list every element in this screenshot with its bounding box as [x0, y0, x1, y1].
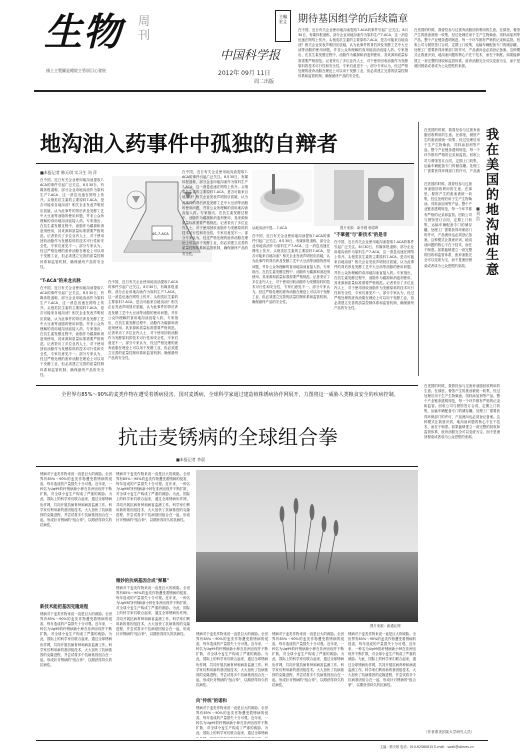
second-subhead-2: 微妙的抗病基因合成"弹幕" — [116, 579, 169, 584]
side-column-author: ■刘浩 — [476, 206, 480, 221]
main-headline: 地沟油入药事件中孤独的自辩者 — [40, 131, 339, 156]
masthead — [34, 6, 520, 90]
masthead-subtitle: 國土主製圖是總院主管項目心發展 — [46, 68, 106, 73]
newspaper-logo: 中国科学报 — [220, 48, 281, 62]
main-col-3: 在中国，近日有关企业使用地沟油提取7-ACA的事件引起广泛关注。8月30日，有媒体报道称，部分企业用地沟油作为原料生产7-ACA，这一消息迅速在网络上传开。头孢类抗生素的主要原料7-ACA，是否可能来自地沟油？相关企业发表声明回应质疑，认为此事件的背后涉及发酵工艺中大豆油等油脂的使用问题，并非公众所理解的食用地沟油直接入药。专家指出，在抗生素发酵过程中，油脂作为碳源和消泡剂使用，其来源和质量标准需要严格规范。记者采访了多位业内人士，对于使用回收油脂作为发酵原料的技术可行性和安全性，专家们意见不一。部分专家认为，经过严格处理的废弃油脂在理论上可以用于发酵工业，但必须建立完善的质量控制体系和监管机制，确保最终产品的安全性。 — [182, 170, 248, 256]
second-col-3: 锈病对于麦类作物来说一直是巨大的威胁。全世界有85%～90%的麦类作物遭受着锈病的侵害，每年造成的产量损失十分可观。近年来，一种名为Ug99的秆锈病新小种在非洲出现并不断扩散，对全球小麦生产构成了严重的威胁。为此，国际上的科学家们联合起来，通过全球锈病协作网，共同开展抗病育种和病害监测工作。科学家们利用新的基因组技术，大大加快了抗病基因的克隆进程，并尝试将多个抗病基因组合在一起，形成针对锈病的"组合拳"，以期获得持久的抗病性。 — [196, 632, 268, 687]
diagram-label: 4S-7-ACA — [152, 232, 169, 236]
second-subhead-1: 新技术能把基因克隆进程 — [40, 605, 89, 610]
top-story-body-right: 在美国的时候，我曾经参与过废弃油脂回收利用的生意。在那里，餐馆产生的废油被统一收集，经过处理后用于生产生物柴油、饲料添加剂等产品。整个产业链条透明规范，每一个环节都有严格的记录和监管。回收公司与餐馆签订合同，定期上门收集，运输车辆配备专门的储存罐。处理工厂需要获得环保部门的许可，产品流向也必须登记备案。这种模式让我意识到，地沟油问题的核心不在于技术，而在于制度。如果能够建立一套完整的回收和监管体系，废弃油脂完全可以变废为宝，而不是流回餐桌或者成为公众恐慌的来源。 — [414, 28, 520, 68]
top-story-headline: 期待基因组学的后续篇章 — [298, 14, 408, 25]
main-col-1: 在中国，近日有关企业使用地沟油提取7-ACA的事件引起广泛关注。8月30日，有媒体报道称，部分企业用地沟油作为原料生产7-ACA，这一消息迅速在网络上传开。头孢类抗生素的主要原料7-ACA，是否可能来自地沟油？相关企业发表声明回应质疑，认为此事件的背后涉及发酵工艺中大豆油等油脂的使用问题，并非公众所理解的食用地沟油直接入药。专家指出，在抗生素发酵过程中，油脂作为碳源和消泡剂使用，其来源和质量标准需要严格规范。记者采访了多位业内人士，对于使用回收油脂作为发酵原料的技术可行性和安全性，专家们意见不一。部分专家认为，经过严格处理的废弃油脂在理论上可以用于发酵工业，但必须建立完善的质量控制体系和监管机制，确保最终产品的安全性。 — [40, 178, 104, 269]
side-column-text-a: 在美国的时候，我曾经参与过废弃油脂回收利用的生意。在那里，餐馆产生的废油被统一收集，经过处理后用于生产生物柴油、饲料添加剂等产品。整个产业链条透明规范，每一个环节都有严格的记录和监管。回收公司与餐馆签订合同，定期上门收集，运输车辆配备专门的储存罐。处理工厂需要获得环保部门的许可，产品流 — [424, 128, 480, 173]
issue-date: 2012年 09月 11日 — [218, 70, 271, 77]
second-headline: 抗击麦锈病的全球组合拳 — [118, 425, 338, 449]
masthead-rule — [34, 90, 486, 92]
wheat-photo — [196, 470, 418, 622]
oil-photo-2 — [314, 164, 414, 226]
side-column-signoff: （作者系美国某大学研究人员） — [424, 730, 475, 734]
second-kicker: 全世界有85%～90%的麦类作物在遭受着锈病侵害。国对麦锈病，全球科学家通过建造植株锈病协作网展开，力图将这一威胁人类粮食安全的疾病控制。 — [61, 392, 399, 398]
second-col-2b: 锈病对于麦类作物来说一直是巨大的威胁。全世界有85%～90%的麦类作物遭受着锈病的侵害，每年造成的产量损失十分可观。近年来，一种名为Ug99的秆锈病新小种在非洲出现并不断扩散，对全球小麦生产构成了严重的威胁。为此，国际上的科学家们联合起来，通过全球锈病协作网，共同开展抗病育种和病害监测工作。科学家们利用新的基因组技术，大大加快了抗病基因的克隆进程，并尝试将多个抗病基因组合在一起，形成针对锈病的"组合拳"，以期获得持久的抗病性。 — [116, 586, 190, 636]
section-title-small: 周刊 — [138, 14, 151, 42]
main-byline: ■本报记者 韩天琪 实习生 刘 萍 — [40, 170, 97, 175]
photo-caption-1: 从地沟油中提... 7-ACA — [252, 226, 287, 230]
second-col-1b: 锈病对于麦类作物来说一直是巨大的威胁。全世界有85%～90%的麦类作物遭受着锈病的侵害，每年造成的产量损失十分可观。近年来，一种名为Ug99的秆锈病新小种在非洲出现并不断扩散，对全球小麦生产构成了严重的威胁。为此，国际上的科学家们联合起来，通过全球锈病协作网，共同开展抗病育种和病害监测工作。科学家们利用新的基因组技术，大大加快了抗病基因的克隆进程，并尝试将多个抗病基因组合在一起，形成针对锈病的"组合拳"，以期获得持久的抗病性。 — [40, 612, 112, 667]
main-col-5: 在中国，近日有关企业使用地沟油提取7-ACA的事件引起广泛关注。8月30日，有媒体报道称，部分企业用地沟油作为原料生产7-ACA，这一消息迅速在网络上传开。头孢类抗生素的主要原料7-ACA，是否可能来自地沟油？相关企业发表声明回应质疑，认为此事件的背后涉及发酵工艺中大豆油等油脂的使用问题，并非公众所理解的食用地沟油直接入药。专家指出，在抗生素发酵过程中，油脂作为碳源和消泡剂使用，其来源和质量标准需要严格规范。记者采访了多位业内人士，对于使用回收油脂作为发酵原料的技术可行性和安全性，专家们意见不一。部分专家认为，经过严格处理的废弃油脂在理论上可以用于发酵工业，但必须建立完善的质量控制体系和监管机制，确保最终产品的安全性。 — [334, 240, 414, 311]
subhead-t-aca: "T-ACA"的来龙去脉 — [40, 279, 81, 284]
top-story-body-left: 在中国，近日有关企业使用地沟油提取7-ACA的事件引起广泛关注。8月30日，有媒体报道称，部分企业用地沟油作为原料生产7-ACA，这一消息迅速在网络上传开。头孢类抗生素的主要原料7-ACA，是否可能来自地沟油？相关企业发表声明回应质疑，认为此事件的背后涉及发酵工艺中大豆油等油脂的使用问题，并非公众所理解的食用地沟油直接入药。专家指出，在抗生素发酵过程中，油脂作为碳源和消泡剂使用，其来源和质量标准需要严格规范。记者采访了多位业内人士，对于使用回收油脂作为发酵原料的技术可行性和安全性，专家们意见不一。部分专家认为，经过严格处理的废弃油脂在理论上可以用于发酵工业，但必须建立完善的质量控制体系和监管机制，确保最终产品的安全性。 — [298, 28, 408, 78]
photo-caption-2: 图片来源：新华网 韩春晖 — [340, 226, 379, 230]
editor-tag-box — [275, 10, 291, 42]
edition-label: 周二出版 — [254, 79, 275, 85]
second-byline: ■本报记者 李晨 — [176, 457, 206, 462]
main-col-4: 在中国，近日有关企业使用地沟油提取7-ACA的事件引起广泛关注。8月30日，有媒体报道称，部分企业用地沟油作为原料生产7-ACA，这一消息迅速在网络上传开。头孢类抗生素的主要原料7-ACA，是否可能来自地沟油？相关企业发表声明回应质疑，认为此事件的背后涉及发酵工艺中大豆油等油脂的使用问题，并非公众所理解的食用地沟油直接入药。专家指出，在抗生素发酵过程中，油脂作为碳源和消泡剂使用，其来源和质量标准需要严格规范。记者采访了多位业内人士，对于使用回收油脂作为发酵原料的技术可行性和安全性，专家们意见不一。部分专家认为，经过严格处理的废弃油脂在理论上可以用于发酵工业，但必须建立完善的质量控制体系和监管机制，确保最终产品的安全性。 — [252, 234, 330, 305]
side-column-title: 我在美国的地沟油生意 — [486, 128, 500, 278]
subhead-tech: "不掌握"与"新技术"的是非 — [334, 233, 388, 238]
oil-pipette-image — [252, 170, 312, 222]
second-col-2: 锈病对于麦类作物来说一直是巨大的威胁。全世界有85%～90%的麦类作物遭受着锈病的侵害，每年造成的产量损失十分可观。近年来，一种名为Ug99的秆锈病新小种在非洲出现并不断扩散，对全球小麦生产构成了严重的威胁。为此，国际上的科学家们联合起来，通过全球锈病协作网，共同开展抗病育种和病害监测工作。科学家们利用新的基因组技术，大大加快了抗病基因的克隆进程，并尝试将多个抗病基因组合在一起，形成针对锈病的"组合拳"，以期获得持久的抗病性。 — [116, 472, 190, 522]
side-column-border — [418, 122, 419, 376]
second-col-4: 锈病对于麦类作物来说一直是巨大的威胁。全世界有85%～90%的麦类作物遭受着锈病的侵害，每年造成的产量损失十分可观。近年来，一种名为Ug99的秆锈病新小种在非洲出现并不断扩散，对全球小麦生产构成了严重的威胁。为此，国际上的科学家们联合起来，通过全球锈病协作网，共同开展抗病育种和病害监测工作。科学家们利用新的基因组技术，大大加快了抗病基因的克隆进程，并尝试将多个抗病基因组合在一起，形成针对锈病的"组合拳"，以期获得持久的抗病性。 — [272, 632, 344, 687]
section-divider — [36, 385, 418, 386]
main-col-1b: 在中国，近日有关企业使用地沟油提取7-ACA的事件引起广泛关注。8月30日，有媒体报道称，部分企业用地沟油作为原料生产7-ACA，这一消息迅速在网络上传开。头孢类抗生素的主要原料7-ACA，是否可能来自地沟油？相关企业发表声明回应质疑，认为此事件的背后涉及发酵工艺中大豆油等油脂的使用问题，并非公众所理解的食用地沟油直接入药。专家指出，在抗生素发酵过程中，油脂作为碳源和消泡剂使用，其来源和质量标准需要严格规范。记者采访了多位业内人士，对于使用回收油脂作为发酵原料的技术可行性和安全性，专家们意见不一。部分专家认为，经过严格处理的废弃油脂在理论上可以用于发酵工业，但必须建立完善的质量控制体系和监管机制，确保最终产品的安全性。 — [40, 286, 104, 377]
oil-container-image — [314, 164, 414, 226]
second-rule — [36, 466, 418, 467]
second-col-1: 锈病对于麦类作物来说一直是巨大的威胁。全世界有85%～90%的麦类作物遭受着锈病的侵害，每年造成的产量损失十分可观。近年来，一种名为Ug99的秆锈病新小种在非洲出现并不断扩散，对全球小麦生产构成了严重的威胁。为此，国际上的科学家们联合起来，通过全球锈病协作网，共同开展抗病育种和病害监测工作。科学家们利用新的基因组技术，大大加快了抗病基因的克隆进程，并尝试将多个抗病基因组合在一起，形成针对锈病的"组合拳"，以期获得持久的抗病性。 — [40, 472, 112, 527]
side-column-text-c: 在美国的时候，我曾经参与过废弃油脂回收利用的生意。在那里，餐馆产生的废油被统一收集，经过处理后用于生产生物柴油、饲料添加剂等产品。整个产业链条透明规范，每一个环节都有严格的记录和监管。回收公司与餐馆签订合同，定期上门收集，运输车辆配备专门的储存罐。处理工厂需要获得环保部门的许可，产品流向也必须登记备案。这种模式让我意识到，地沟油问题的核心不在于技术，而在于制度。如果能够建立一套完整的回收和监管体系，废弃油脂完全可以变废为宝，而不是流回餐桌或者成为公众恐慌的来源。 — [424, 384, 500, 439]
main-col-2: 在中国，近日有关企业使用地沟油提取7-ACA的事件引起广泛关注。8月30日，有媒体报道称，部分企业用地沟油作为原料生产7-ACA，这一消息迅速在网络上传开。头孢类抗生素的主要原料7-ACA，是否可能来自地沟油？相关企业发表声明回应质疑，认为此事件的背后涉及发酵工艺中大豆油等油脂的使用问题，并非公众所理解的食用地沟油直接入药。专家指出，在抗生素发酵过程中，油脂作为碳源和消泡剂使用，其来源和质量标准需要严格规范。记者采访了多位业内人士，对于使用回收油脂作为发酵原料的技术可行性和安全性，专家们意见不一。部分专家认为，经过严格处理的废弃油脂在理论上可以用于发酵工业，但必须建立完善的质量控制体系和监管机制，确保最终产品的安全性。 — [108, 280, 178, 361]
second-col-5: 锈病对于麦类作物来说一直是巨大的威胁。全世界有85%～90%的麦类作物遭受着锈病的侵害，每年造成的产量损失十分可观。近年来，一种名为Ug99的秆锈病新小种在非洲出现并不断扩散，对全球小麦生产构成了严重的威胁。为此，国际上的科学家们联合起来，通过全球锈病协作网，共同开展抗病育种和病害监测工作。科学家们利用新的基因组技术，大大加快了抗病基因的克隆进程，并尝试将多个抗病基因组合在一起，形成针对锈病的"组合拳"，以期获得持久的抗病性。 — [348, 632, 416, 687]
footer-rule — [36, 740, 488, 741]
side-column-text-b: 在美国的时候，我曾经参与过废弃油脂回收利用的生意。在那里，餐馆产生的废油被统一收集，经过处理后用于生产生物柴油、饲料添加剂等产品。整个产业链条透明规范，每一个环节都有严格的记录和监管。回收公司与餐馆签订合同，定期上门收集，运输车辆配备专门的储存罐。处理工厂需要获得环保部门的许可，产品流向也必须登记备案。这种模式让我意识到，地沟油问题的核心不在于技术，而在于制度。如果能够建立一套完整的回收和监管体系，废弃油脂完全可以变废为宝，而不是流回餐桌或者成为公众恐慌的来源。 — [424, 182, 472, 268]
section-title: 生物 — [44, 9, 123, 54]
second-subhead-3: 向"传统"的诺和 — [196, 699, 227, 704]
editor-tag: 主編 — [279, 14, 287, 19]
footer-editor: 主编：韩天琪 电话：010-62580615 E-mail：swzk@stimes.cn — [380, 745, 474, 749]
wheat-photo-caption: 图片来源：新通社网 — [370, 624, 401, 628]
oil-photo-1 — [252, 170, 312, 222]
second-col-3b: 锈病对于麦类作物来说一直是巨大的威胁。全世界有85%～90%的麦类作物遭受着锈病的侵害，每年造成的产量损失十分可观。近年来，一种名为Ug99的秆锈病新小种在非洲出现并不断扩散，对全球小麦生产构成了严重的威胁。为此，国际上的科学家们联合起来，通过全球锈病 — [196, 706, 268, 736]
editor-tag-2: 宏义 — [279, 19, 287, 24]
wheat-field-image — [196, 470, 418, 622]
